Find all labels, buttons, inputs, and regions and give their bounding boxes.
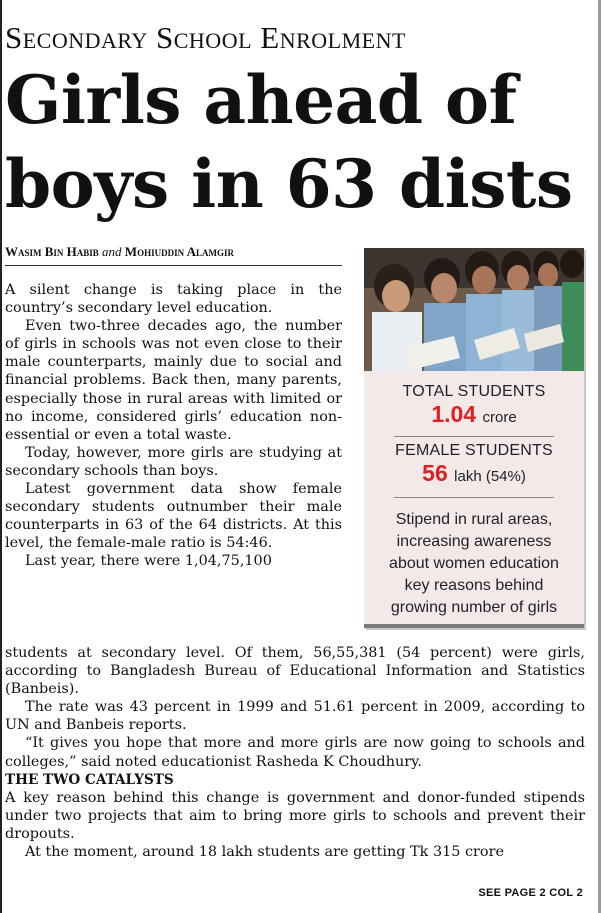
body-paragraph: A key reason behind this change is government and donor-funded stipends under two projects that aim to bring more girls to schools and prevent their dropouts. (5, 789, 585, 842)
total-students-label: TOTAL STUDENTS (402, 383, 546, 400)
body-paragraph: Latest government data show female secondary students outnumber their male counterparts in 63 of the 64 districts. At this level, the female-male ratio is 54:46. (5, 481, 342, 552)
headline-line-1: Girls ahead of (5, 61, 517, 139)
byline-author-1: Wasim Bin Habib (5, 244, 99, 259)
total-students-value: 1.04 (431, 401, 477, 427)
article-headline (5, 58, 573, 226)
total-students-figure (364, 401, 584, 431)
female-students-value: 56 (422, 460, 448, 486)
students-photo-illustration (364, 248, 584, 371)
article-body-wide-column (5, 644, 585, 861)
article-kicker: Secondary School Enrolment (5, 20, 406, 55)
body-paragraph: students at secondary level. Of them, 56,55,381 (54 percent) were girls, according to Bangladesh Bureau of Educational Information and Statistics (Banbeis). (5, 645, 585, 698)
body-paragraph: At the moment, around 18 lakh students are getting Tk 315 crore (25, 844, 504, 861)
students-photo (364, 248, 584, 371)
article-body-narrow-column (5, 281, 342, 571)
body-paragraph: The rate was 43 percent in 1999 and 51.61 percent in 2009, according to UN and Banbeis reports. (5, 699, 585, 734)
left-column-rule (0, 0, 2, 913)
infobox-caption: Stipend in rural areas, increasing awareness about women education key reasons behind growing number of girls (389, 511, 559, 616)
byline-author-2: Mohiuddin Alamgir (124, 244, 234, 259)
total-students-unit: crore (482, 409, 517, 426)
female-students-unit: lakh (54%) (454, 468, 526, 485)
female-students-block (364, 442, 584, 490)
headline-line-2: boys in 63 dists (5, 145, 573, 223)
body-paragraph: A silent change is taking place in the country’s secondary level education. (5, 282, 342, 317)
byline-conjunction: and (102, 244, 122, 259)
infobox-bottom-bar (364, 624, 584, 628)
article-subhead: THE TWO CATALYSTS (5, 771, 174, 788)
infobox-divider (394, 497, 554, 498)
body-paragraph: “It gives you hope that more and more girls are now going to schools and colleges,” said noted educationist Rasheda K Choudhury. (5, 735, 585, 770)
female-students-label: FEMALE STUDENTS (395, 442, 553, 459)
female-students-figure (364, 460, 584, 490)
body-paragraph: Last year, there were 1,04,75,100 (25, 553, 272, 570)
total-students-block (364, 383, 584, 431)
continuation-jump: SEE PAGE 2 COL 2 (478, 887, 583, 899)
body-paragraph: Today, however, more girls are studying at secondary schools than boys. (5, 444, 342, 479)
stats-infobox (364, 248, 584, 628)
infobox-divider (394, 436, 554, 437)
body-paragraph: Even two-three decades ago, the number of girls in schools was not even close to their male counterparts, mainly due to social and financial problems. Back then, many parents, especially those in rural areas with limited or no income, considered girls’ education non-essential or even a total waste. (5, 318, 342, 443)
article-byline (5, 244, 342, 266)
